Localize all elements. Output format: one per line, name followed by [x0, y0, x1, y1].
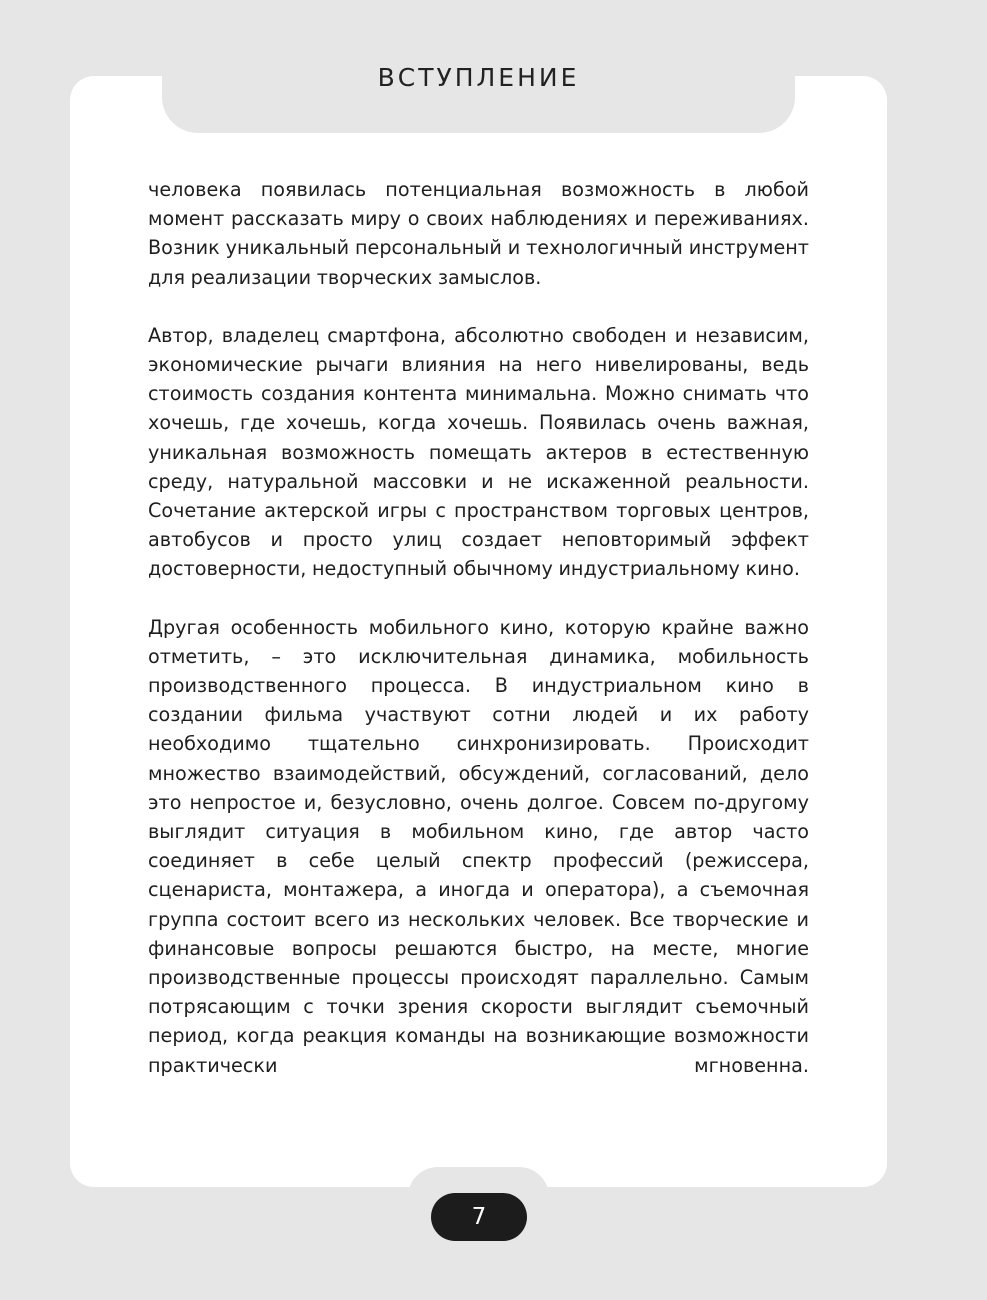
chapter-title: ВСТУПЛЕНИЕ: [377, 63, 580, 92]
paragraph-1: человека появилась потенциальная возможность в любой момент рассказать миру о своих наблюдениях и переживаниях. Возник уникальный персональный и технологичный инструмент для реализации творческих замыслов.: [148, 178, 809, 289]
paragraph-2: Автор, владелец смартфона, абсолютно свободен и независим, экономические рычаги влияния на него нивелированы, ведь стоимость создания контента минимальна. Можно снимать что хочешь, где хочешь, когда хочешь. Появилась очень важная, уникальная возможность помещать актеров в естественную среду, натуральной массовки и не искаженной реальности. Сочетание актерской игры с пространством торговых центров, автобусов и просто улиц создает неповторимый эффект достоверности, недоступный обычному индустриальному кино.: [148, 323, 809, 581]
page-number: 7: [431, 1193, 527, 1241]
paragraph-3: Другая особенность мобильного кино, которую крайне важно отметить, – это исключительная динамика, мобильность производственного процесса. В индустриальном кино в создании фильма участвуют сотни людей и их работу необходимо тщательно синхронизировать. Происходит множество взаимодействий, обсуждений, согласований, дело это непростое и, безусловно, очень долгое. Совсем по-другому выглядит ситуация в мобильном кино, где автор часто соединяет в себе целый спектр профессий (режиссера, сценариста, монтажера, а иногда и оператора), а съемочная группа состоит всего из нескольких человек. Все творческие и финансовые вопросы решаются быстро, на месте, многие производственные процессы происходят параллельно. Самым потрясающим с точки зрения скорости выглядит съемочный период, когда реакция команды на возникающие возможности практически мгновенна.: [148, 615, 809, 1077]
body-text: [148, 175, 809, 1109]
